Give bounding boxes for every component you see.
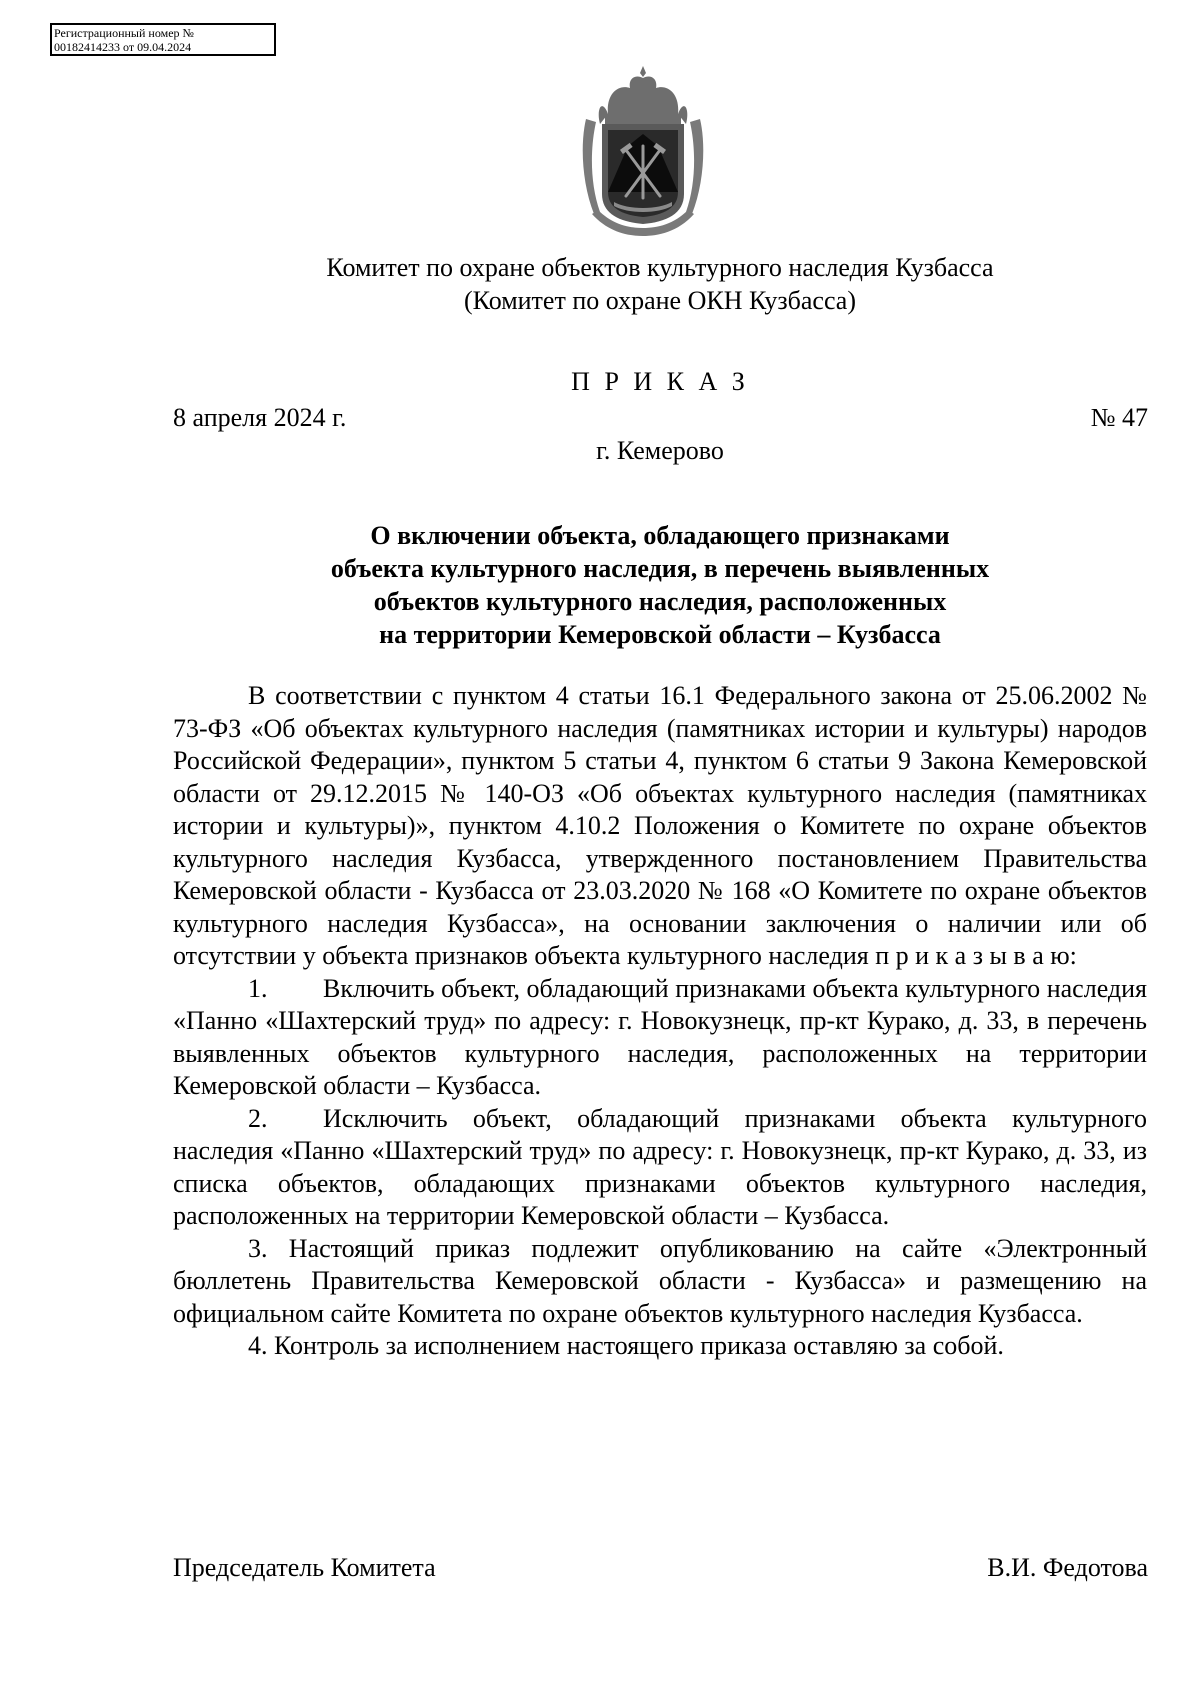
- order-item-2: [173, 1103, 1147, 1233]
- signatory-role: Председатель Комитета: [173, 1553, 436, 1582]
- order-item-3: 3. Настоящий приказ подлежит опубликованию на сайте «Электронный бюллетень Правительства Кемеровской области - Кузбасса» и размещению на официальном сайте Комитета по охране объектов культурного наследия Кузбасса.: [173, 1233, 1147, 1328]
- organization-name: Комитет по охране объектов культурного наследия Кузбасса: [326, 253, 994, 282]
- order-title: [0, 519, 1200, 651]
- registration-line-1: Регистрационный номер №: [54, 26, 194, 40]
- order-title-line-4: на территории Кемеровской области – Кузбасса: [379, 620, 941, 649]
- order-item-1-number: 1.: [248, 973, 268, 1003]
- signatory-name: В.И. Федотова: [987, 1553, 1148, 1582]
- order-number: № 47: [1090, 403, 1148, 432]
- order-item-2-text: Исключить объект, обладающий признаками объекта культурного наследия «Панно «Шахтерский труд» по адресу: г. Новокузнецк, пр-кт Курако, д. 33, из списка объектов, обладающих признаками объектов культурного наследия, расположенных на территории Кемеровской области – Кузбасса.: [173, 1103, 1147, 1230]
- document-type: П Р И К А З: [571, 367, 749, 396]
- order-city: г. Кемерово: [596, 436, 724, 465]
- order-title-line-3: объектов культурного наследия, расположенных: [373, 587, 947, 616]
- order-item-4: 4. Контроль за исполнением настоящего приказа оставляю за собой.: [248, 1331, 1004, 1360]
- organization-name-block: [0, 251, 1200, 317]
- order-title-line-1: О включении объекта, обладающего признаками: [370, 521, 950, 550]
- registration-line-2: 00182414233 от 09.04.2024: [54, 40, 192, 54]
- preamble-paragraph: В соответствии с пунктом 4 статьи 16.1 Федерального закона от 25.06.2002 № 73-ФЗ «Об объектах культурного наследия (памятниках истории и культуры) народов Российской Федерации», пунктом 5 статьи 4, пунктом 6 статьи 9 Закона Кемеровской области от 29.12.2015 № 140-ОЗ «Об объектах культурного наследия (памятниках истории и культуры)», пунктом 4.10.2 Положения о Комитете по охране объектов культурного наследия Кузбасса, утвержденного постановлением Правительства Кемеровской области - Кузбасса от 23.03.2020 № 168 «О Комитете по охране объектов культурного наследия Кузбасса», на основании заключения о наличии или об отсутствии у объекта признаков объекта культурного наследия п р и к а з ы в а ю:: [173, 681, 1147, 970]
- order-item-2-number: 2.: [248, 1103, 268, 1133]
- order-item-1-text: Включить объект, обладающий признаками объекта культурного наследия «Панно «Шахтерский труд» по адресу: г. Новокузнецк, пр-кт Курако, д. 33, в перечень выявленных объектов культурного наследия, расположенных на территории Кемеровской области – Кузбасса.: [173, 973, 1147, 1100]
- order-body: [173, 680, 1147, 1363]
- order-item-1: [173, 973, 1147, 1103]
- organization-short-name: (Комитет по охране ОКН Кузбасса): [463, 286, 857, 315]
- order-date: 8 апреля 2024 г.: [173, 403, 347, 432]
- order-title-line-2: объекта культурного наследия, в перечень выявленных: [330, 554, 990, 583]
- kuzbass-coat-of-arms-icon: [578, 64, 708, 239]
- registration-stamp: [50, 23, 276, 56]
